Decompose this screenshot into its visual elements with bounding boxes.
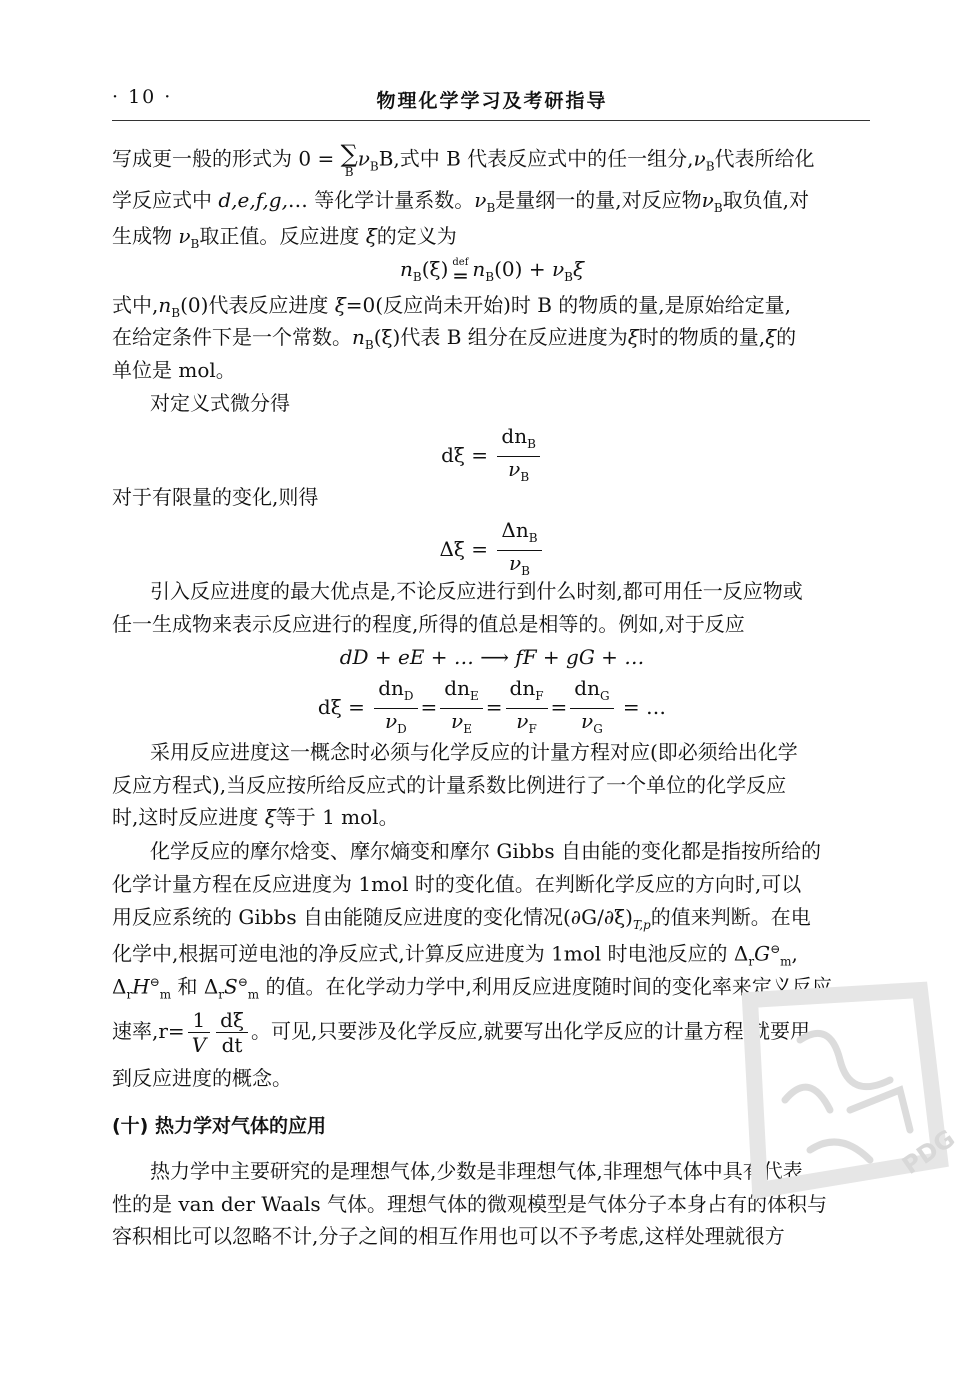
fraction — [497, 518, 541, 583]
equation-reaction — [112, 642, 872, 672]
text-line: 热力学中主要研究的是理想气体,少数是非理想气体,非理想气体中具有代表 — [150, 1159, 803, 1183]
text: 取正值。反应进度 — [199, 224, 366, 248]
text: (ξ)代表 B 组分在反应进度为 — [373, 325, 628, 349]
numerator — [570, 676, 613, 709]
text: B,式中 B 代表反应式中的任一组分, — [378, 146, 694, 171]
subscript: m — [159, 987, 172, 1002]
subscript: B — [564, 270, 573, 284]
sum-symbol: ∑ — [340, 140, 358, 168]
sum-operator — [341, 142, 358, 178]
subscript: T,p — [632, 918, 651, 932]
watermark-seal — [690, 960, 980, 1220]
subscript: r — [126, 987, 133, 1002]
subscript: D — [397, 722, 407, 736]
equation-definition — [112, 254, 872, 292]
text: 写成更一般的形式为 0 = — [112, 146, 341, 171]
def-equals-sign: ═ — [454, 263, 467, 288]
text: 。可见,只要涉及化学反应,就要写出化学反应的计量方程,就要用 — [250, 1019, 811, 1043]
math-var: H — [132, 974, 150, 999]
section-heading: (十) 热力学对气体的应用 — [112, 1115, 326, 1137]
nu-symbol: ν — [474, 188, 487, 212]
subscript: G — [593, 722, 603, 736]
text-line: 对于有限量的变化,则得 — [112, 485, 319, 509]
math-text: = … — [616, 695, 667, 719]
nu-symbol: ν — [451, 709, 464, 733]
text: 式中, — [112, 293, 159, 317]
xi-symbol: ξ — [627, 325, 639, 349]
subscript: F — [528, 722, 537, 736]
text-line: 任一生成物来表示反应进行的程度,所得的值总是相等的。例如,对于反应 — [112, 612, 745, 636]
math-var: S — [224, 974, 238, 999]
equation-differential — [112, 424, 872, 489]
xi-symbol: ξ — [765, 325, 777, 349]
math-text: dn — [509, 676, 536, 700]
text: (0)代表反应进度 — [180, 293, 335, 317]
subscript: r — [218, 987, 225, 1002]
math-text: dξ = — [441, 443, 495, 467]
text: 在给定条件下是一个常数。 — [112, 325, 352, 349]
numerator: 1 — [188, 1008, 210, 1033]
fraction — [188, 1008, 210, 1057]
numerator — [374, 676, 417, 709]
subscript: r — [748, 954, 755, 969]
nu-symbol: ν — [357, 146, 370, 171]
page-header — [112, 86, 872, 118]
book-title: 物理化学学习及考研指导 — [376, 90, 608, 112]
text-line: 化学中,根据可逆电池的净反应式,计算反应进度为 1mol 时电池反应的 $\Delta_rG^⊖_m$, — [112, 941, 798, 969]
subscript: F — [535, 689, 544, 703]
math-text: dD + eE + … ⟶ fF + gG + … — [339, 645, 645, 669]
subscript: m — [780, 954, 792, 969]
text-line: 到反应进度的概念。 — [112, 1066, 292, 1090]
text-line — [112, 802, 872, 832]
fraction — [216, 1008, 248, 1057]
subscript: m — [247, 987, 260, 1002]
text: 是量纲一的量,对反应物 — [495, 188, 702, 212]
math-text: dn — [444, 676, 470, 700]
text: 化学中,根据可逆电池的净反应式,计算反应进度为 1mol 时电池反应的 Δ — [112, 941, 749, 966]
nu-symbol: ν — [178, 224, 191, 248]
text: Δ — [112, 974, 127, 999]
math-var: n — [352, 325, 365, 349]
xi-symbol: ξ — [572, 257, 584, 281]
nu-symbol: ν — [701, 188, 714, 212]
text-line: 单位是 mol。 — [112, 358, 236, 382]
text: 时的物质的量, — [638, 325, 766, 349]
page-number: · 10 · — [112, 86, 173, 108]
equation-finite — [112, 518, 872, 583]
xi-symbol: ξ — [334, 293, 346, 317]
nu-symbol: ν — [508, 551, 522, 575]
text: 速率,r= — [112, 1019, 185, 1043]
text: 的 — [776, 325, 797, 349]
subscript: B — [527, 437, 536, 451]
nu-symbol: ν — [384, 709, 398, 733]
xi-symbol: ξ — [365, 224, 377, 248]
fraction — [570, 676, 613, 741]
text: 的值。在化学动力学中,利用反应进度随时间的变化率来定义反应 — [259, 974, 832, 999]
text: … 等化学计量系数。 — [287, 188, 475, 212]
subscript: B — [520, 470, 530, 484]
math-var: n — [400, 257, 413, 281]
subscript: B — [190, 237, 200, 251]
math-var: G — [754, 941, 771, 966]
numerator — [497, 424, 540, 457]
subscript: B — [528, 531, 538, 545]
equation-extent-ratios: dξ = $\frac{dn_D}{\nu_D}$ = $\frac{dn_E}{\nu_E}$ = $\frac{dn_F}{\nu_F}$ = $\frac{dn_G}{\nu_G}$ = … — [112, 676, 872, 741]
text: 的定义为 — [376, 224, 457, 248]
nu-symbol: ν — [508, 457, 521, 481]
subscript: D — [403, 689, 414, 703]
subscript: B — [369, 159, 379, 174]
fraction — [440, 676, 482, 741]
watermark-text: PDG — [897, 1124, 961, 1180]
numerator — [497, 518, 541, 551]
text-line: 反应方程式),当反应按所给反应式的计量系数比例进行了一个单位的化学反应 — [112, 773, 787, 797]
text-line: 性的是 van der Waals 气体。理想气体的微观模型是气体分子本身占有的体积与 — [112, 1192, 828, 1216]
text-line: 化学反应的摩尔焓变、摩尔熵变和摩尔 Gibbs 自由能的变化都是指按所给的 — [150, 839, 821, 863]
text: 用反应系统的 Gibbs 自由能随反应进度的变化情况(∂G/∂ξ) — [112, 905, 633, 929]
nu-symbol: ν — [551, 257, 565, 281]
text: d,e,f,g, — [218, 188, 288, 212]
standard-state-symbol: ⊖ — [770, 942, 781, 956]
denominator: dt — [221, 1033, 243, 1057]
standard-state-symbol: ⊖ — [237, 975, 248, 989]
math-text: (0) + — [494, 257, 552, 281]
text: 的值来判断。在电 — [650, 905, 811, 929]
fraction — [497, 424, 540, 489]
text: 学反应式中 — [112, 188, 219, 212]
text-line: 容积相比可以忽略不计,分子之间的相互作用也可以不予考虑,这样处理就很方 — [112, 1224, 785, 1248]
text: 和 Δ — [171, 974, 219, 999]
subscript: B — [705, 159, 715, 174]
text-line: 对定义式微分得 — [150, 391, 290, 415]
math-text: (ξ) — [421, 257, 449, 281]
subscript: B — [171, 306, 181, 320]
nu-symbol: ν — [581, 709, 594, 733]
math-var: n — [158, 293, 172, 317]
text: =0(反应尚未开始)时 B 的物质的量,是原始给定量, — [345, 293, 791, 317]
math-text: dn — [378, 676, 404, 700]
subscript: E — [469, 689, 479, 703]
text: 时,这时反应进度 — [112, 805, 265, 829]
text: 取负值,对 — [722, 188, 809, 212]
text: 等于 1 mol。 — [275, 805, 399, 829]
math-text: Δξ = — [439, 537, 495, 561]
math-text: Δn — [501, 518, 529, 542]
text: 生成物 — [112, 224, 179, 248]
denominator: V — [191, 1033, 207, 1057]
sum-index: B — [344, 165, 354, 179]
fraction — [374, 676, 417, 741]
header-rule — [112, 120, 870, 121]
subscript: B — [412, 270, 422, 284]
subscript: B — [485, 270, 495, 284]
text-line — [112, 185, 872, 223]
nu-symbol: ν — [693, 146, 706, 171]
subscript: B — [364, 338, 374, 352]
nu-symbol: ν — [516, 709, 529, 733]
subscript: B — [713, 201, 723, 215]
subscript: G — [599, 689, 610, 703]
text-line — [112, 142, 872, 182]
text-line: 化学计量方程在反应进度为 1mol 时的变化值。在判断化学反应的方向时,可以 — [112, 872, 802, 896]
text-line: 采用反应进度这一概念时必须与化学反应的计量方程对应(即必须给出化学 — [150, 740, 798, 764]
subscript: B — [486, 201, 496, 215]
subscript: B — [521, 564, 530, 578]
math-text: dn — [574, 676, 600, 700]
math-var: n — [472, 257, 486, 281]
standard-state-symbol: ⊖ — [149, 975, 160, 989]
xi-symbol: ξ — [264, 805, 276, 829]
fraction — [506, 676, 548, 741]
watermark-seal-icon — [690, 960, 980, 1220]
math-text: dn — [501, 424, 528, 448]
text-line: 引入反应进度的最大优点是,不论反应进行到什么时刻,都可用任一反应物或 — [150, 579, 803, 603]
subscript: E — [463, 722, 472, 736]
def-equals — [452, 256, 469, 288]
text: 代表所给化 — [714, 146, 815, 171]
numerator — [440, 676, 482, 709]
math-text: dξ = — [317, 695, 372, 719]
def-label: def — [452, 256, 469, 268]
numerator: dξ — [216, 1008, 248, 1033]
numerator — [506, 676, 548, 709]
